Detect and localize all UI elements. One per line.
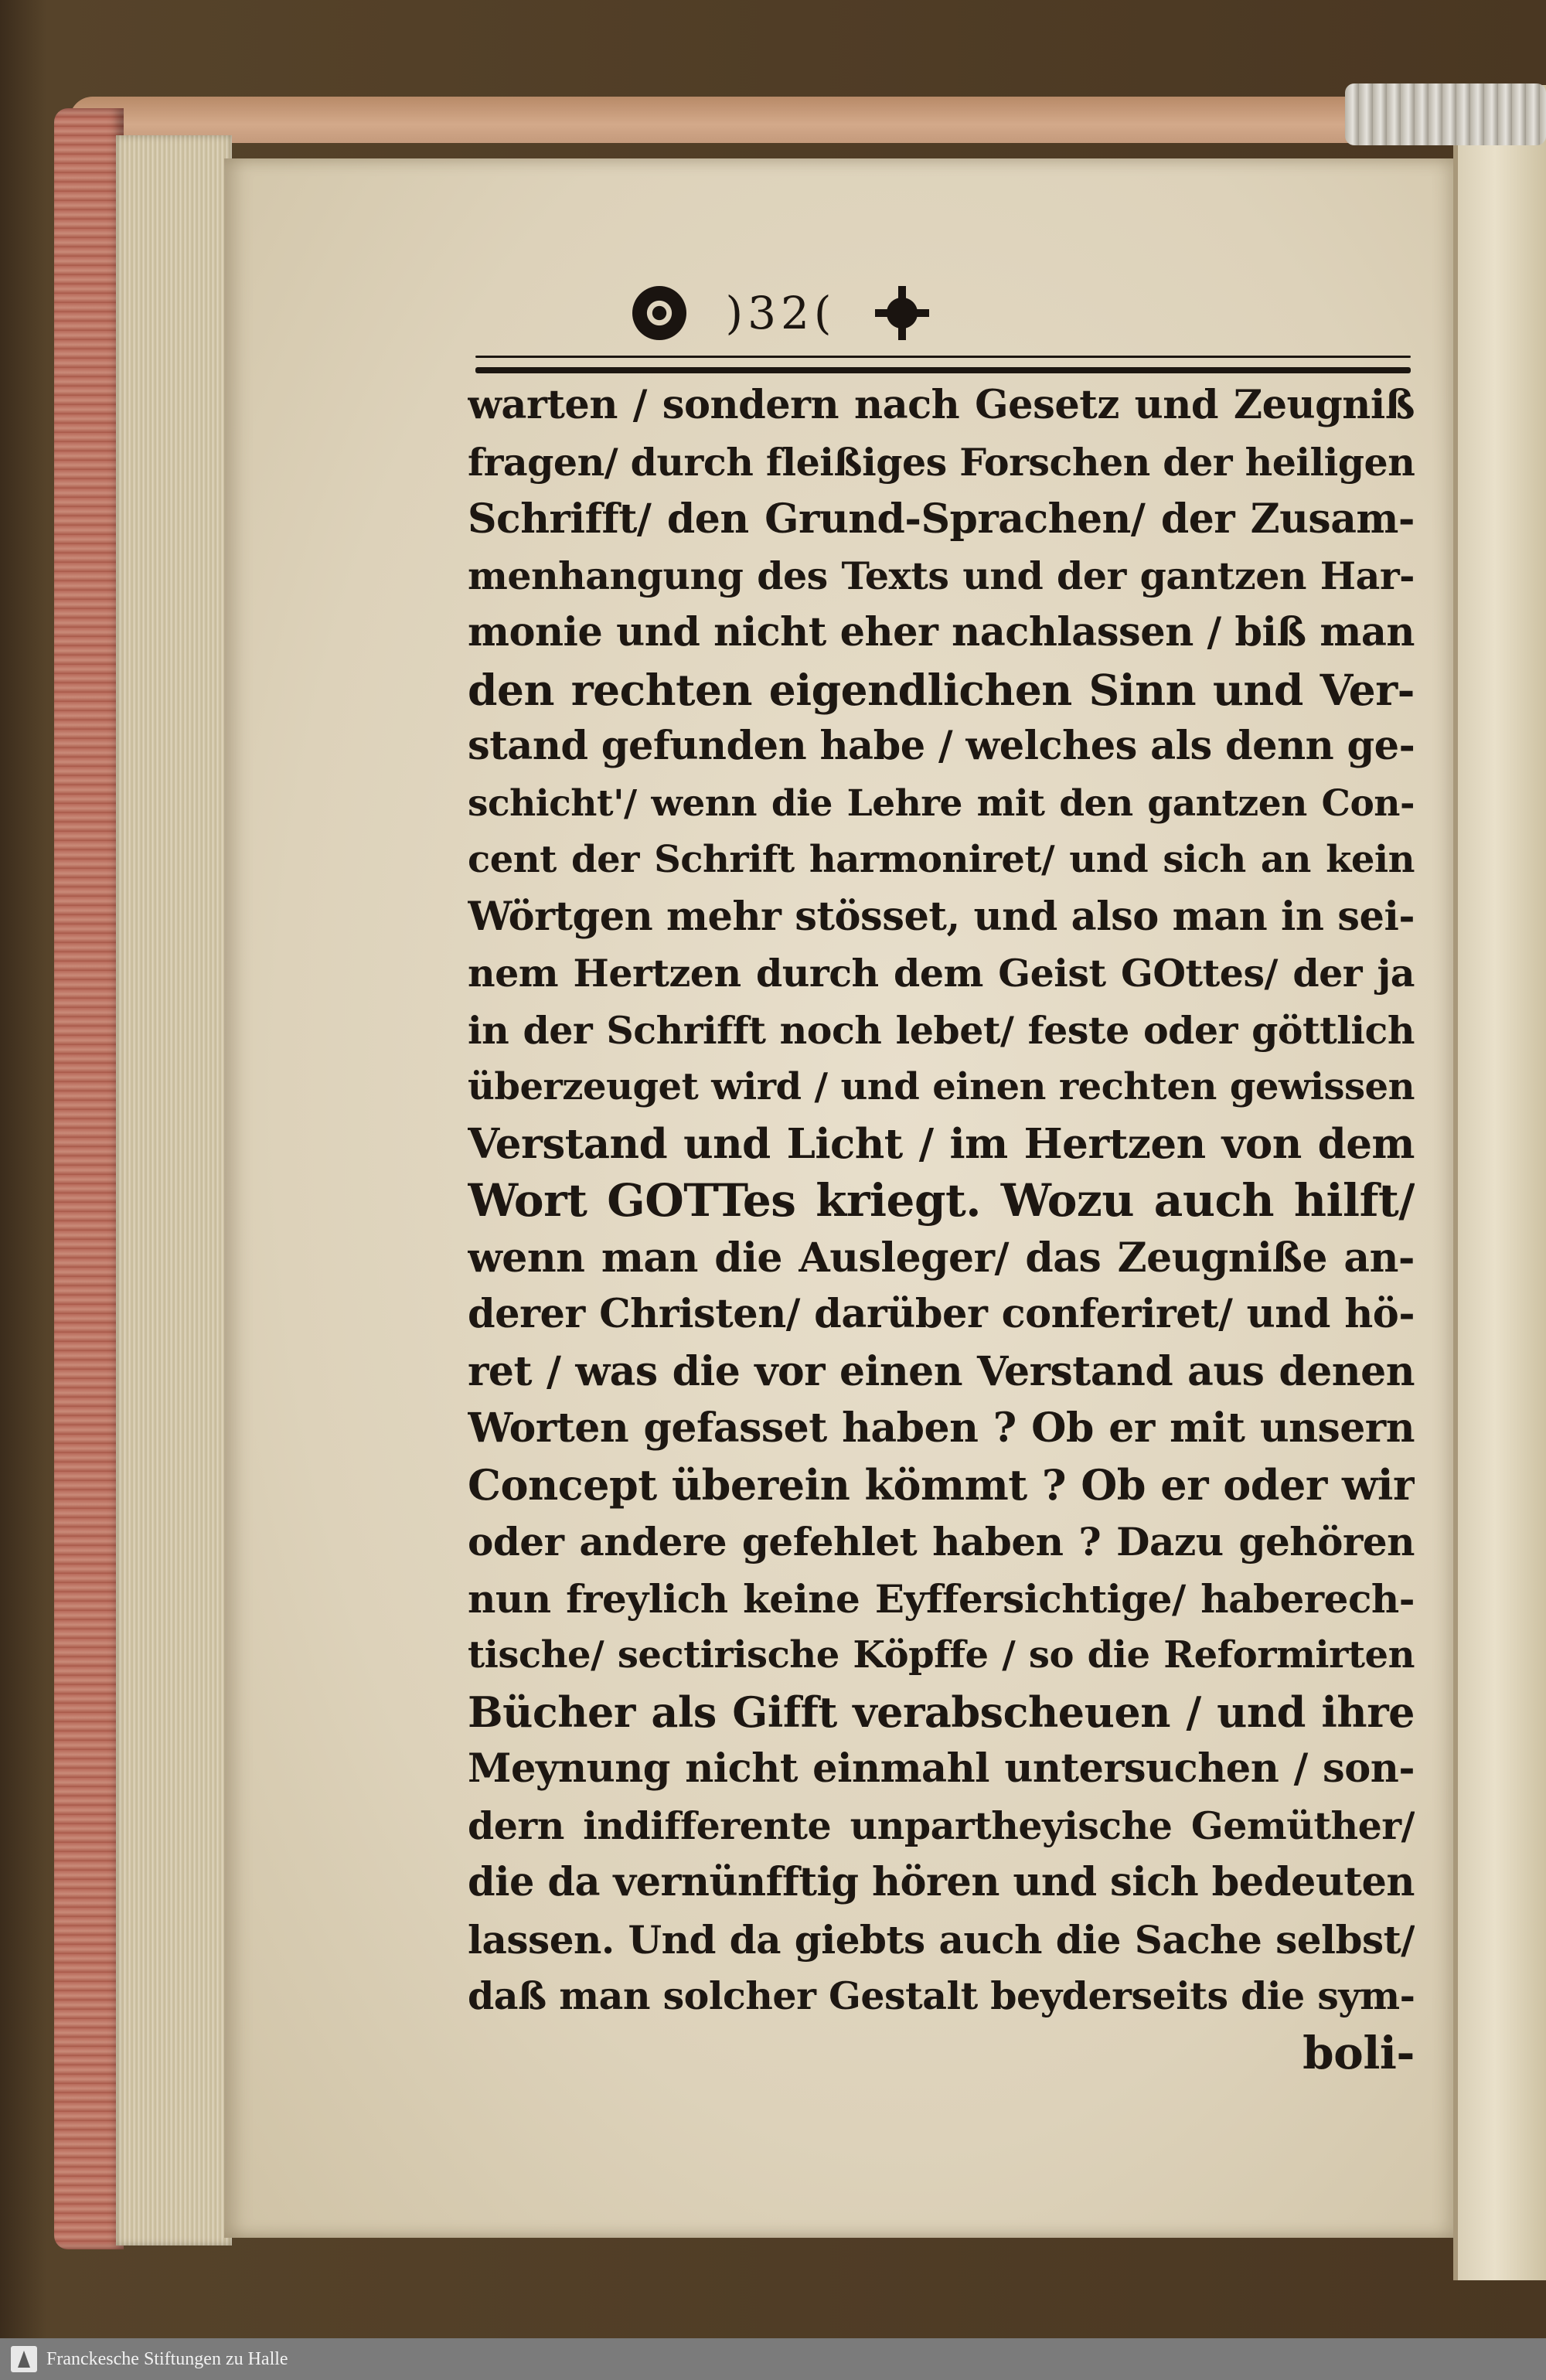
header-rule-thin	[475, 356, 1411, 358]
text-line: schicht'/ wenn die Lehre mit den gantzen Con-	[468, 781, 1415, 825]
text-line: ret / was die vor einen Verstand aus denen	[468, 1347, 1415, 1395]
text-line: lassen. Und da giebts auch die Sache selbst/	[468, 1916, 1415, 1963]
page-number: )32(	[725, 287, 836, 339]
text-line: Concept überein kömmt ? Ob er oder wir	[468, 1459, 1415, 1510]
text-line: Wort GOTTes kriegt. Wozu auch hilft/	[468, 1174, 1415, 1227]
text-line: Verstand und Licht / im Hertzen von dem	[468, 1119, 1415, 1168]
page-stack-edges	[116, 135, 232, 2246]
text-line: monie und nicht eher nachlassen / biß man	[468, 609, 1415, 655]
text-line: nem Hertzen durch dem Geist GOttes/ der ja	[468, 951, 1415, 996]
text-line: Schrifft/ den Grund-Sprachen/ der Zusam-	[468, 495, 1415, 543]
text-line: in der Schrifft noch lebet/ feste oder göttlich	[468, 1007, 1415, 1053]
text-line: fragen/ durch fleißiges Forschen der heiligen	[468, 439, 1415, 485]
page-header	[433, 259, 1129, 367]
text-line: derer Christen/ darüber conferiret/ und hö-	[468, 1291, 1415, 1337]
text-line: daß man solcher Gestalt beyderseits die sym-	[468, 1973, 1415, 2018]
right-facing-page	[1453, 85, 1546, 2280]
header-rule	[475, 367, 1411, 373]
book-red-edge	[54, 108, 124, 2249]
book-top-board	[70, 97, 1453, 143]
text-line: stand gefunden habe / welches als denn ge-	[468, 723, 1415, 769]
institution-logo-icon	[11, 2346, 37, 2372]
binding-strip	[1345, 83, 1546, 145]
text-line: den rechten eigendlichen Sinn und Ver-	[468, 664, 1415, 715]
text-line: überzeuget wird / und einen rechten gewissen	[468, 1065, 1415, 1108]
text-line: dern indifferente unpartheyische Gemüther/	[468, 1803, 1415, 1848]
text-line: menhangung des Texts und der gantzen Har-	[468, 553, 1415, 598]
text-line: Meynung nicht einmahl untersuchen / son-	[468, 1745, 1415, 1792]
text-line: oder andere gefehlet haben ? Dazu gehören	[468, 1519, 1415, 1565]
body-text	[468, 377, 1415, 2082]
text-line: Bücher als Gifft verabscheuen / und ihre	[468, 1687, 1415, 1737]
footer-institution: Franckesche Stiftungen zu Halle	[46, 2348, 288, 2369]
footer-bar	[0, 2338, 1546, 2380]
flower-ornament-icon	[875, 286, 929, 340]
text-line: die da vernünfftig hören und sich bedeuten	[468, 1859, 1415, 1905]
text-line: nun freylich keine Eyffersichtige/ haberech-	[468, 1575, 1415, 1622]
rosette-ornament-icon	[632, 286, 686, 340]
text-line: wenn man die Ausleger/ das Zeugniße an-	[468, 1234, 1415, 1282]
text-line: warten / sondern nach Gesetz und Zeugniß	[468, 382, 1415, 428]
text-line: tische/ sectirische Köpffe / so die Reformirten	[468, 1633, 1415, 1677]
text-line: Worten gefasset haben ? Ob er mit unsern	[468, 1405, 1415, 1452]
text-line: cent der Schrift harmoniret/ und sich an kein	[468, 838, 1415, 881]
text-line: Wörtgen mehr stösset, und also man in sei-	[468, 893, 1415, 940]
catchword: boli-	[1303, 2026, 1415, 2079]
